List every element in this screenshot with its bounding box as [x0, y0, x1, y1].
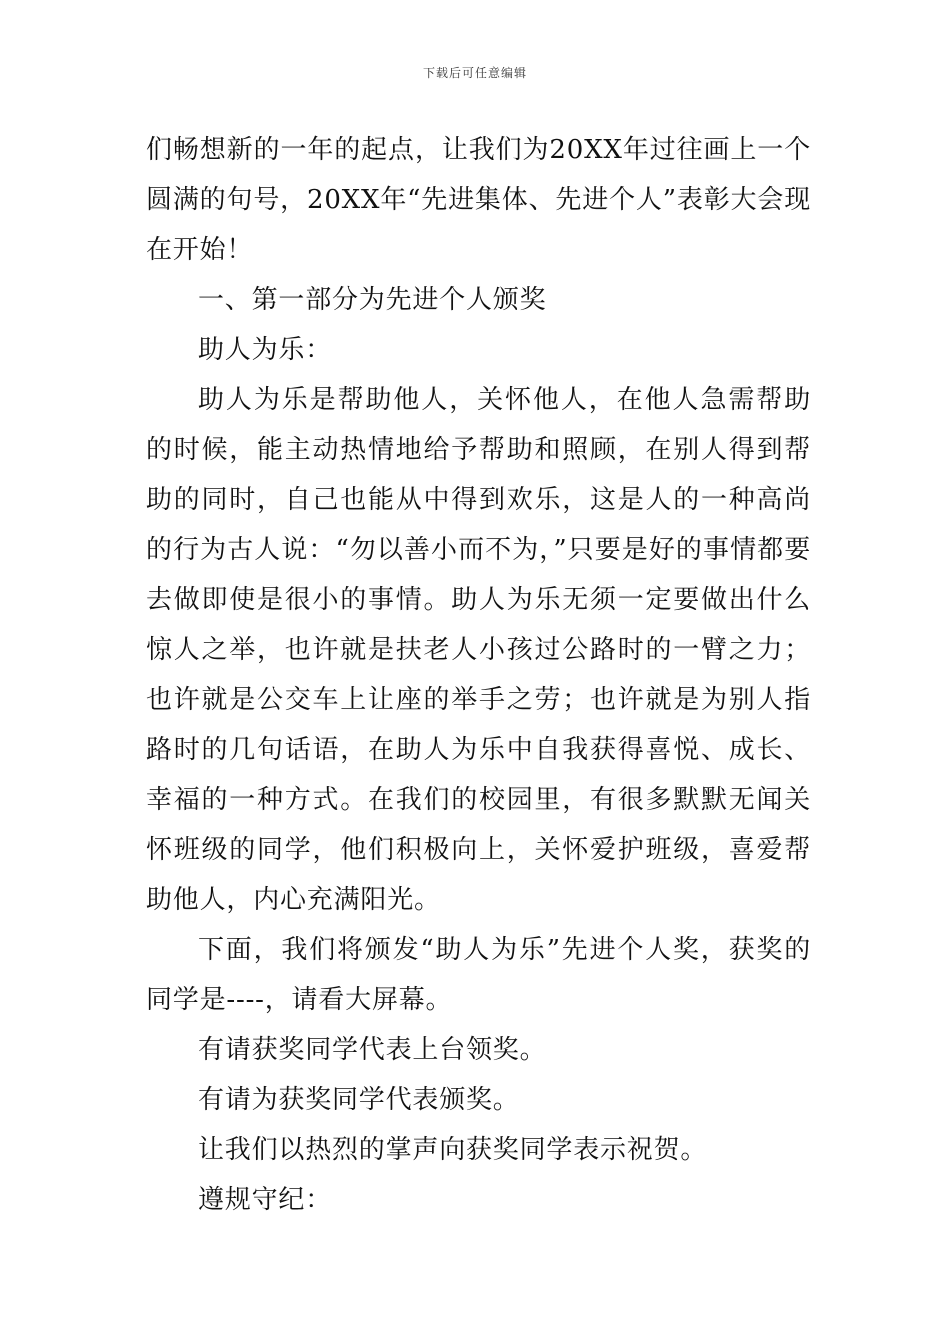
document-body: [146, 125, 811, 1225]
section-heading: 一、第一部分为先进个人颁奖: [198, 285, 547, 315]
page-header: 下载后可任意编辑: [422, 66, 527, 80]
paragraph-description: 助人为乐是帮助他人，关怀他人，在他人急需帮助的时候，能主动热情地给予帮助和照顾，在别人得到帮助的同时，自己也能从中得到欢乐，这是人的一种高尚的行为古人说：“勿以善小而不为，”只要是好的事情都要去做即使是很小的事情。助人为乐无须一定要做出什么惊人之举，也许就是扶老人小孩过公路时的一臂之力；也许就是公交车上让座的举手之劳；也许就是为别人指路时的几句话语，在助人为乐中自我获得喜悦、成长、幸福的一种方式。在我们的校园里，有很多默默无闻关怀班级的同学，他们积极向上，关怀爱护班级，喜爱帮助他人，内心充满阳光。: [146, 385, 811, 915]
paragraph-opening: 们畅想新的一年的起点，让我们为20XX年过往画上一个圆满的句号，20XX年“先进集体、先进个人”表彰大会现在开始！: [146, 135, 811, 265]
award-title: 助人为乐：: [198, 335, 333, 365]
paragraph-invite-winners: 有请获奖同学代表上台领奖。: [198, 1035, 547, 1065]
paragraph-applause: 让我们以热烈的掌声向获奖同学表示祝贺。: [198, 1135, 708, 1165]
paragraph-announcement: 下面，我们将颁发“助人为乐”先进个人奖，获奖的同学是----，请看大屏幕。: [146, 935, 811, 1015]
paragraph-invite-presenters: 有请为获奖同学代表颁奖。: [198, 1085, 520, 1115]
next-award-title: 遵规守纪：: [198, 1185, 333, 1215]
